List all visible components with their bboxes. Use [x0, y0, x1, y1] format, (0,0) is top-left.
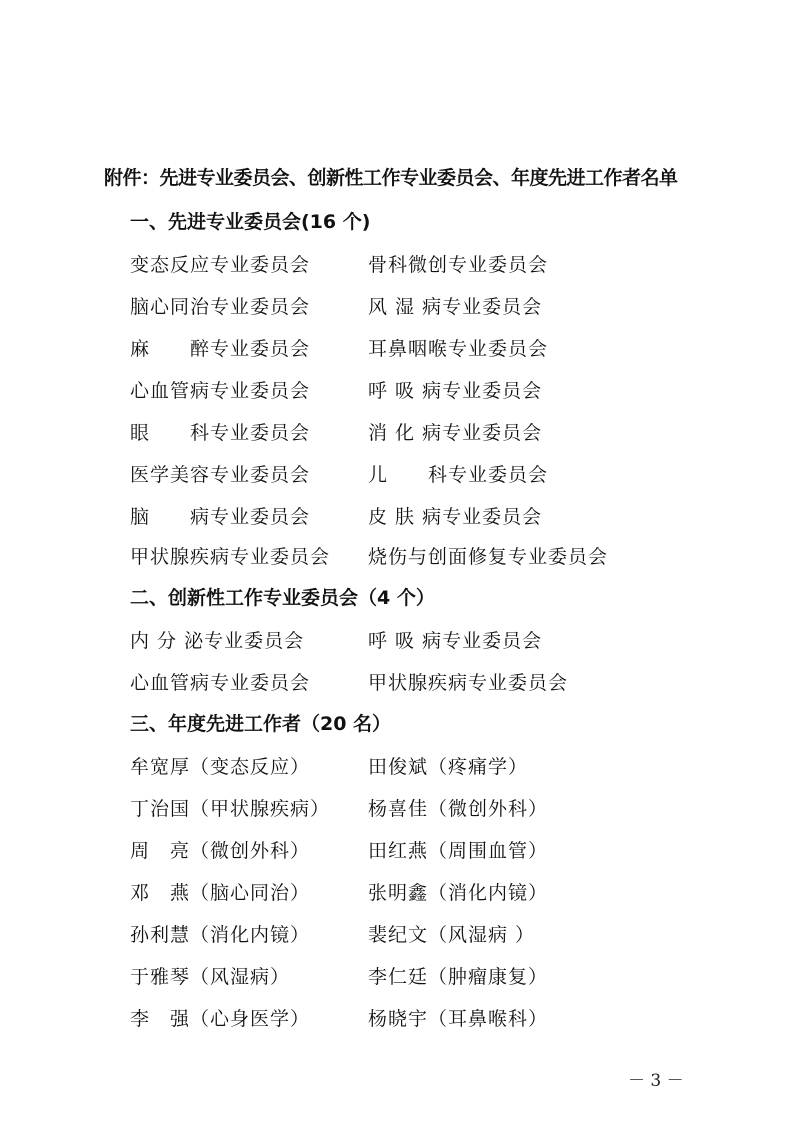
worker-entry: 孙利慧（消化内镜） [130, 924, 311, 946]
list-item [0, 962, 794, 992]
committee-name: 甲状腺疾病专业委员会 [130, 546, 331, 568]
worker-entry: 李仁廷（肿瘤康复） [368, 966, 549, 988]
committee-name: 风 湿 病专业委员会 [368, 296, 543, 318]
committee-name: 眼 科专业委员会 [130, 422, 311, 444]
list-item [0, 626, 794, 656]
worker-entry: 李 强（心身医学） [130, 1008, 311, 1030]
committee-name: 呼 吸 病专业委员会 [368, 380, 543, 402]
worker-entry: 丁治国（甲状腺疾病） [130, 798, 331, 820]
committee-name: 变态反应专业委员会 [130, 254, 311, 276]
list-item [0, 502, 794, 532]
committee-name: 医学美容专业委员会 [130, 464, 311, 486]
list-item [0, 752, 794, 782]
committee-name: 心血管病专业委员会 [130, 380, 311, 402]
worker-entry: 于雅琴（风湿病） [130, 966, 291, 988]
worker-entry: 裴纪文（风湿病 ） [368, 924, 536, 946]
committee-name: 耳鼻咽喉专业委员会 [368, 338, 549, 360]
committee-name: 皮 肤 病专业委员会 [368, 506, 543, 528]
committee-name: 甲状腺疾病专业委员会 [368, 672, 569, 694]
worker-entry: 杨喜佳（微创外科） [368, 798, 549, 820]
document-title: 附件：先进专业委员会、创新性工作专业委员会、年度先进工作者名单 [104, 167, 678, 189]
list-item [0, 878, 794, 908]
list-item [0, 418, 794, 448]
committee-name: 脑 病专业委员会 [130, 506, 311, 528]
section-heading-advanced-committees: 一、先进专业委员会(16 个) [130, 211, 371, 233]
list-item [0, 542, 794, 572]
worker-entry: 周 亮（微创外科） [130, 840, 311, 862]
list-item [0, 920, 794, 950]
page-number: － 3 － [628, 1071, 684, 1091]
committee-name: 内 分 泌专业委员会 [130, 630, 305, 652]
list-item [0, 794, 794, 824]
worker-entry: 田红燕（周围血管） [368, 840, 549, 862]
committee-name: 心血管病专业委员会 [130, 672, 311, 694]
list-item [0, 292, 794, 322]
worker-entry: 田俊斌（疼痛学） [368, 756, 529, 778]
list-item [0, 460, 794, 490]
committee-name: 呼 吸 病专业委员会 [368, 630, 543, 652]
worker-entry: 邓 燕（脑心同治） [130, 882, 311, 904]
worker-entry: 张明鑫（消化内镜） [368, 882, 549, 904]
committee-name: 骨科微创专业委员会 [368, 254, 549, 276]
committee-name: 消 化 病专业委员会 [368, 422, 543, 444]
list-item [0, 250, 794, 280]
list-item [0, 836, 794, 866]
committee-name: 烧伤与创面修复专业委员会 [368, 546, 609, 568]
list-item [0, 1004, 794, 1034]
section-heading-innovative-committees: 二、创新性工作专业委员会（4 个） [130, 587, 435, 609]
worker-entry: 牟宽厚（变态反应） [130, 756, 311, 778]
list-item [0, 334, 794, 364]
list-item [0, 376, 794, 406]
committee-name: 麻 醉专业委员会 [130, 338, 311, 360]
committee-name: 儿 科专业委员会 [368, 464, 549, 486]
section-heading-advanced-workers: 三、年度先进工作者（20 名） [130, 713, 392, 735]
list-item [0, 668, 794, 698]
worker-entry: 杨晓宇（耳鼻喉科） [368, 1008, 549, 1030]
committee-name: 脑心同治专业委员会 [130, 296, 311, 318]
